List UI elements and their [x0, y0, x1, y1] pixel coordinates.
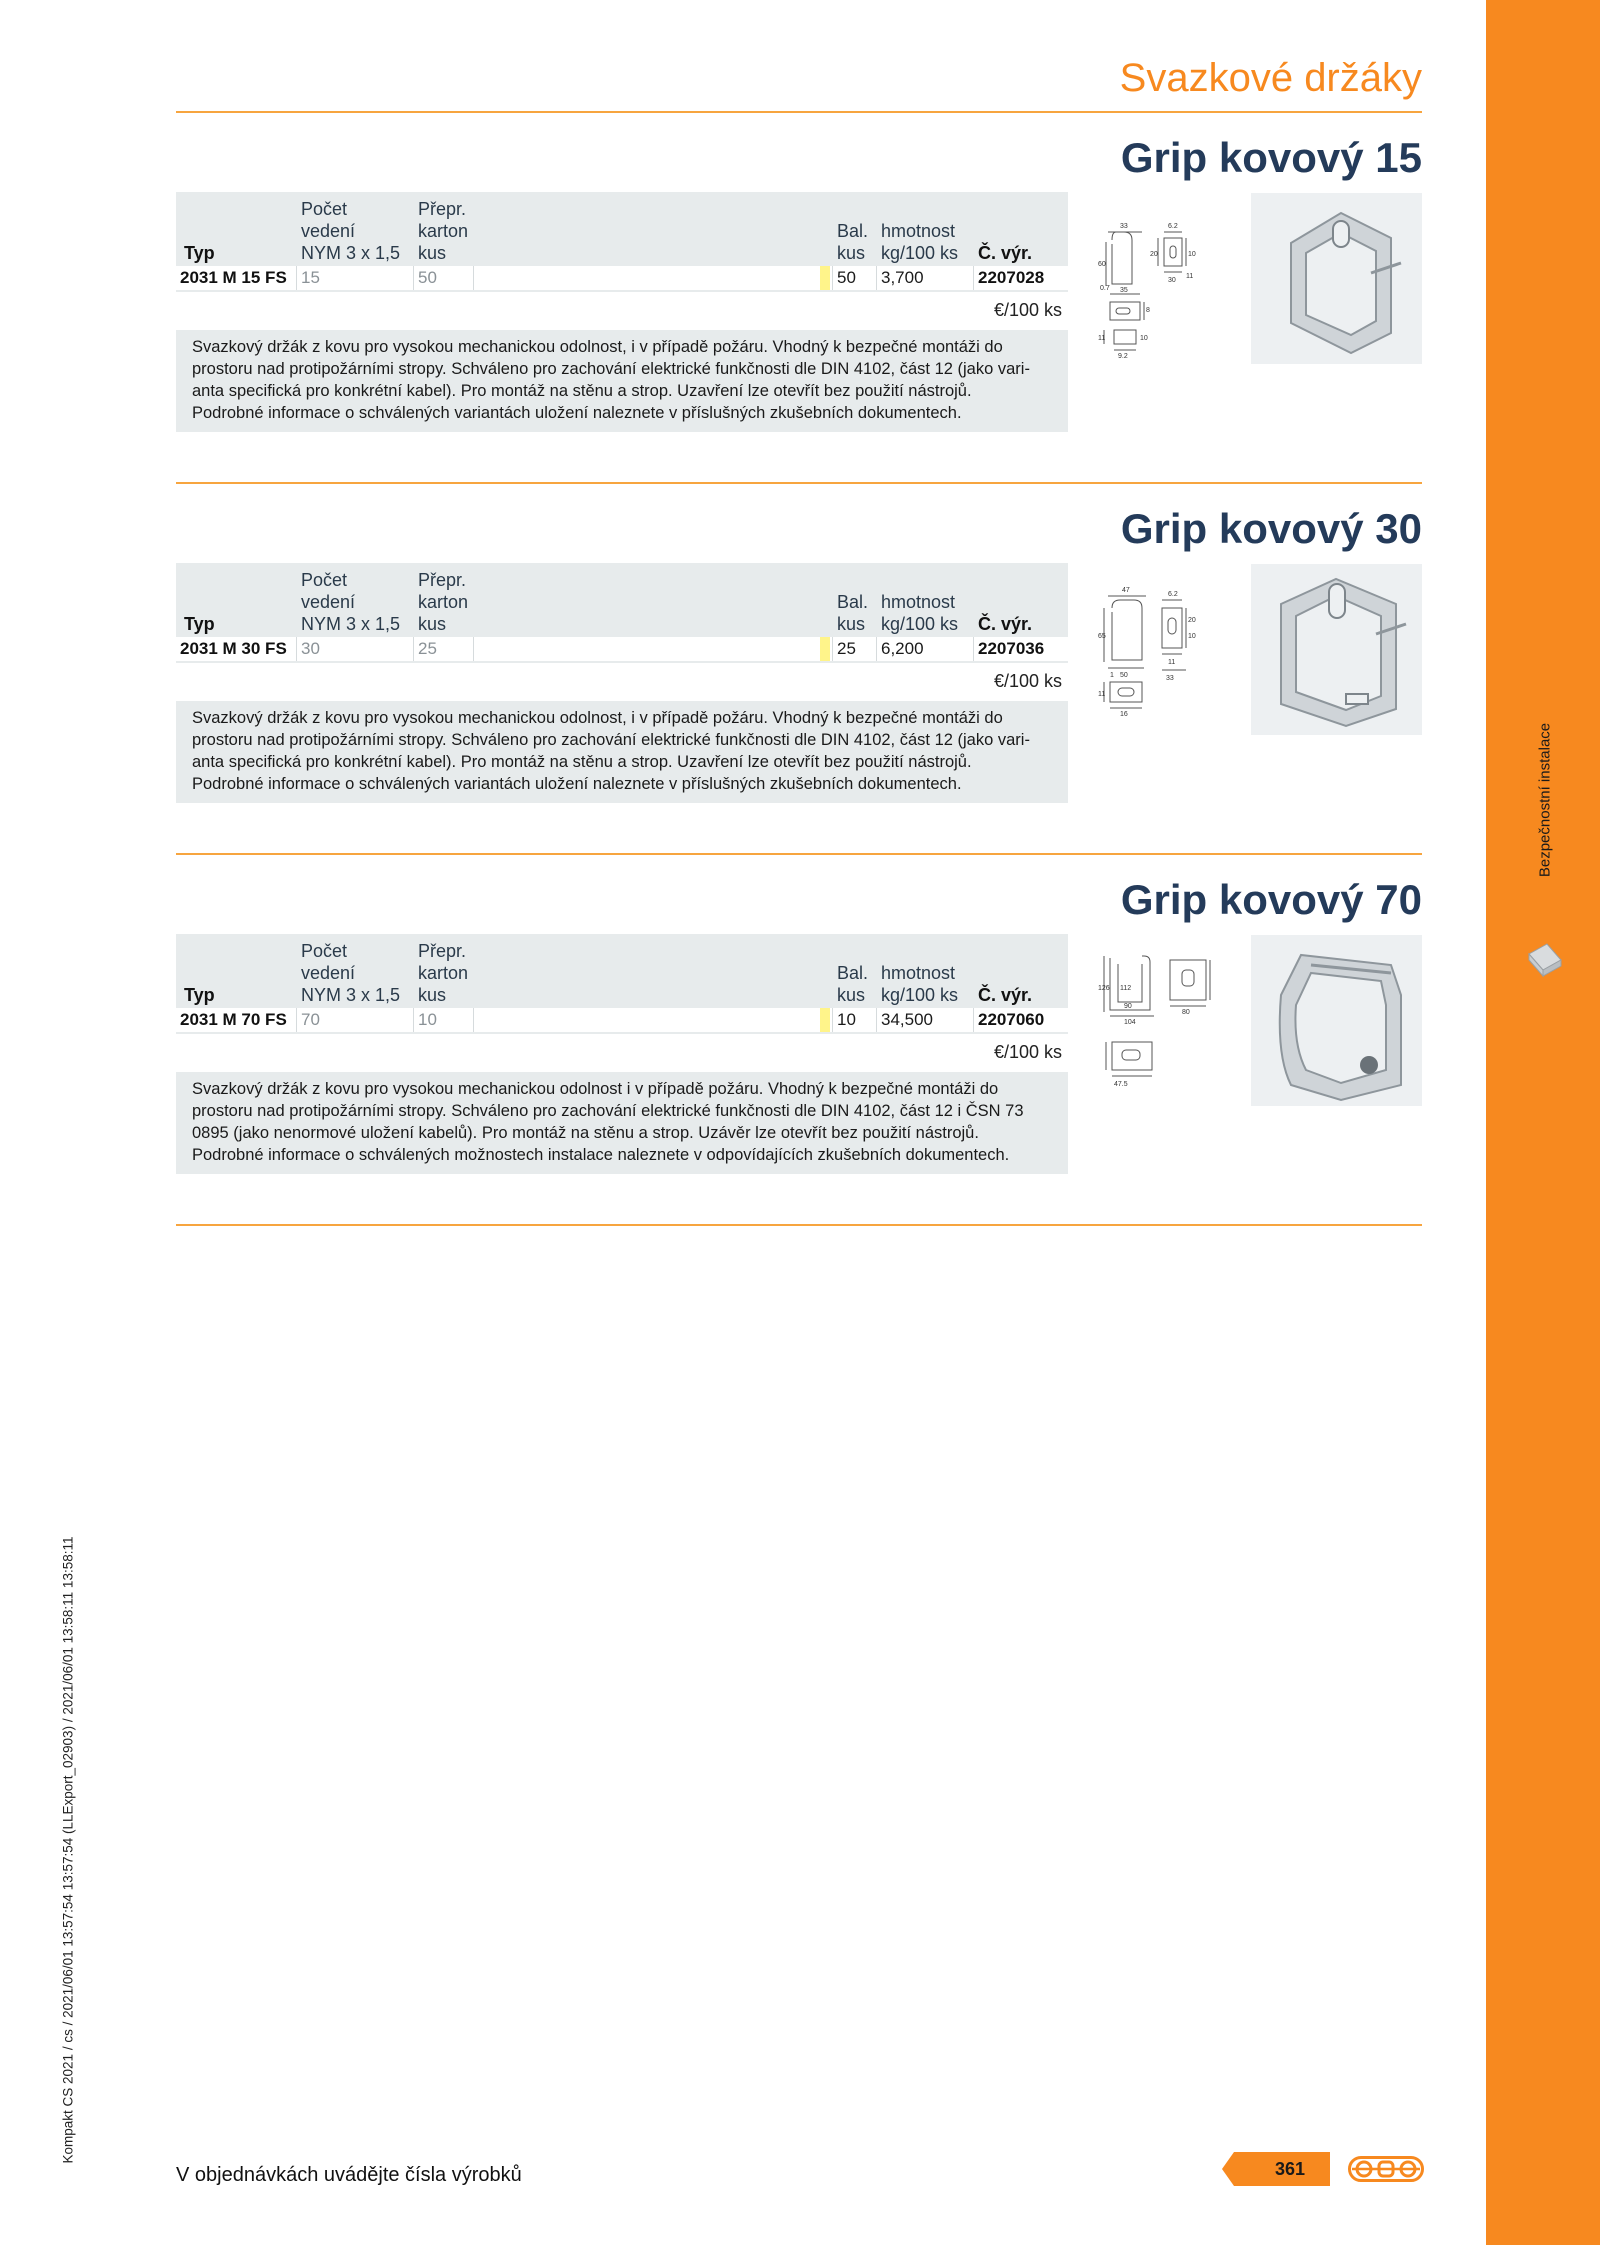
product-photo	[1251, 935, 1422, 1106]
cell-typ: 2031 M 70 FS	[180, 1010, 287, 1029]
cell-bal: 10	[832, 1008, 876, 1032]
cell-cislo: 2207028	[973, 266, 1068, 290]
dimension-label: 65	[1098, 633, 1106, 640]
description-line: 0895 (jako nenormové uložení kabelů). Pro montáž na stěnu a strop. Uzávěr lze otevřít bez použití nástrojů.	[192, 1124, 979, 1142]
dimension-label: 11	[1098, 691, 1106, 698]
section-divider	[176, 482, 1422, 484]
dimension-label: 33	[1166, 675, 1174, 682]
page-title: Svazkové držáky	[1119, 56, 1422, 100]
dimension-label: 8	[1146, 307, 1150, 314]
footer-note: V objednávkách uvádějte čísla výrobků	[176, 2164, 522, 2186]
section-title: Grip kovový 15	[1120, 134, 1422, 181]
cell-empty	[473, 266, 820, 290]
product-table	[176, 934, 1068, 1034]
dimension-label: 1	[1110, 672, 1114, 679]
obo-logo	[1348, 2156, 1424, 2182]
header-typ: Typ	[184, 614, 215, 634]
header-bal-1: Bal.	[837, 221, 869, 241]
section-divider	[176, 853, 1422, 855]
description-line: Podrobné informace o schválených variantách uložení naleznete v příslušných zkušebních dokumentech.	[192, 404, 962, 422]
catalog-metadata: Kompakt CS 2021 / cs / 2021/06/01 13:57:54 13:57:54 (LLExport_02903) / 2021/06/01 13:58:11 13:58:11	[60, 1536, 76, 2164]
header-prepr-3: kus	[418, 985, 447, 1005]
cell-karton: 10	[413, 1008, 473, 1032]
table-row	[176, 637, 1068, 661]
dimension-label: 30	[1168, 277, 1176, 284]
description-line: Svazkový držák z kovu pro vysokou mechanickou odolnost i v případě požáru. Vhodný k bezpečné montáži do	[192, 1080, 999, 1098]
header-pocet-2: vedení	[301, 221, 356, 241]
dimension-label: 33	[1120, 223, 1128, 230]
technical-drawing	[1098, 950, 1220, 1098]
dimension-label: 90	[1124, 1003, 1132, 1010]
dimension-label: 6.2	[1168, 223, 1178, 230]
description-line: prostoru nad protipožárními stropy. Schváleno pro zachování elektrické funkčnosti dle DIN 4102, část 12 (jako vari-	[192, 360, 1030, 378]
dimension-label: 11	[1168, 659, 1176, 666]
price-unit: €/100 ks	[993, 300, 1062, 320]
header-prepr-2: karton	[418, 963, 469, 983]
header-typ: Typ	[184, 243, 215, 263]
description-line: prostoru nad protipožárními stropy. Schváleno pro zachování elektrické funkčnosti dle DIN 4102, část 12 (jako vari-	[192, 731, 1030, 749]
header-prepr-3: kus	[418, 614, 447, 634]
dimension-label: 10	[1188, 633, 1196, 640]
section-title: Grip kovový 70	[1120, 876, 1422, 923]
dimension-label: 80	[1182, 1009, 1190, 1016]
cable-tray-icon	[1525, 940, 1565, 980]
header-bal-2: kus	[837, 985, 866, 1005]
header-pocet-3: NYM 3 x 1,5	[301, 985, 401, 1005]
header-prepr-2: karton	[418, 221, 469, 241]
cell-karton: 25	[413, 637, 473, 661]
highlight-marker	[820, 637, 830, 661]
cell-hmotnost: 6,200	[876, 637, 973, 661]
dimension-label: 104	[1124, 1019, 1136, 1026]
header-hmotnost-1: hmotnost	[881, 221, 956, 241]
header-hmotnost-2: kg/100 ks	[881, 243, 959, 263]
header-hmotnost-2: kg/100 ks	[881, 985, 959, 1005]
description-line: Podrobné informace o schválených variantách uložení naleznete v příslušných zkušebních dokumentech.	[192, 775, 962, 793]
header-hmotnost-1: hmotnost	[881, 592, 956, 612]
header-bal-1: Bal.	[837, 592, 869, 612]
top-rule	[176, 111, 1422, 113]
dimension-label: 35	[1120, 287, 1128, 294]
header-prepr-1: Přepr.	[418, 570, 467, 590]
product-description	[176, 701, 1068, 803]
header-bal-1: Bal.	[837, 963, 869, 983]
product-photo	[1251, 193, 1422, 364]
dimension-label: 11	[1186, 273, 1194, 280]
product-table	[176, 192, 1068, 292]
cell-hmotnost: 34,500	[876, 1008, 973, 1032]
header-cislo: Č. výr.	[978, 614, 1033, 634]
technical-drawing	[1098, 582, 1220, 722]
product-description	[176, 1072, 1068, 1174]
header-prepr-3: kus	[418, 243, 447, 263]
highlight-marker	[820, 1008, 830, 1032]
cell-empty	[473, 637, 820, 661]
product-description	[176, 330, 1068, 432]
header-typ: Typ	[184, 985, 215, 1005]
description-line: prostoru nad protipožárními stropy. Schváleno pro zachování elektrické funkčnosti dle DIN 4102, část 12 i ČSN 73	[192, 1102, 1024, 1120]
page-number: 361	[1274, 2159, 1306, 2179]
price-unit: €/100 ks	[993, 1042, 1062, 1062]
section-divider	[176, 1224, 1422, 1226]
description-line: Svazkový držák z kovu pro vysokou mechanickou odolnost, i v případě požáru. Vhodný k bezpečné montáži do	[192, 709, 1003, 727]
header-cislo: Č. výr.	[978, 243, 1033, 263]
header-pocet-1: Počet	[301, 570, 348, 590]
product-photo	[1251, 564, 1422, 735]
cell-hmotnost: 3,700	[876, 266, 973, 290]
cell-bal: 50	[832, 266, 876, 290]
header-pocet-1: Počet	[301, 941, 348, 961]
description-line: Svazkový držák z kovu pro vysokou mechanickou odolnost, i v případě požáru. Vhodný k bezpečné montáži do	[192, 338, 1003, 356]
dimension-label: 126	[1098, 985, 1110, 992]
cell-empty	[473, 1008, 820, 1032]
cell-cislo: 2207036	[973, 637, 1068, 661]
dimension-label: 112	[1120, 985, 1132, 992]
dimension-label: 10	[1188, 251, 1196, 258]
dimension-label: 60	[1098, 261, 1106, 268]
header-pocet-1: Počet	[301, 199, 348, 219]
description-line: anta specifická pro konkrétní kabel). Pro montáž na stěnu a strop. Uzavření lze otevřít bez použití nástrojů.	[192, 753, 972, 771]
highlight-marker	[820, 266, 830, 290]
dimension-label: 11	[1098, 335, 1106, 342]
header-pocet-3: NYM 3 x 1,5	[301, 614, 401, 634]
cell-pocet: 15	[296, 266, 413, 290]
header-pocet-3: NYM 3 x 1,5	[301, 243, 401, 263]
table-row	[176, 1008, 1068, 1032]
cell-karton: 50	[413, 266, 473, 290]
description-line: anta specifická pro konkrétní kabel). Pro montáž na stěnu a strop. Uzavření lze otevřít bez použití nástrojů.	[192, 382, 972, 400]
header-bal-2: kus	[837, 614, 866, 634]
dimension-label: 9.2	[1118, 353, 1128, 360]
side-bar	[1486, 0, 1600, 2245]
cell-typ: 2031 M 30 FS	[180, 639, 287, 658]
section-title: Grip kovový 30	[1120, 505, 1422, 552]
header-prepr-1: Přepr.	[418, 941, 467, 961]
dimension-label: 47	[1122, 587, 1130, 594]
cell-cislo: 2207060	[973, 1008, 1068, 1032]
header-bal-2: kus	[837, 243, 866, 263]
cell-typ: 2031 M 15 FS	[180, 268, 287, 287]
side-tab-label: Bezpečnostní instalace	[1536, 722, 1554, 878]
table-row	[176, 266, 1068, 290]
dimension-label: 20	[1150, 251, 1158, 258]
header-prepr-2: karton	[418, 592, 469, 612]
product-table	[176, 563, 1068, 663]
cell-pocet: 70	[296, 1008, 413, 1032]
technical-drawing	[1098, 212, 1220, 362]
description-line: Podrobné informace o schválených možnostech instalace naleznete v odpovídajících zkušebních dokumentech.	[192, 1146, 1010, 1164]
cell-bal: 25	[832, 637, 876, 661]
header-cislo: Č. výr.	[978, 985, 1033, 1005]
price-unit: €/100 ks	[993, 671, 1062, 691]
header-hmotnost-2: kg/100 ks	[881, 614, 959, 634]
header-prepr-1: Přepr.	[418, 199, 467, 219]
dimension-label: 20	[1188, 617, 1196, 624]
header-hmotnost-1: hmotnost	[881, 963, 956, 983]
header-pocet-2: vedení	[301, 592, 356, 612]
dimension-label: 10	[1140, 335, 1148, 342]
dimension-label: 47.5	[1114, 1081, 1128, 1088]
header-pocet-2: vedení	[301, 963, 356, 983]
dimension-label: 6.2	[1168, 591, 1178, 598]
cell-pocet: 30	[296, 637, 413, 661]
dimension-label: 50	[1120, 672, 1128, 679]
dimension-label: 0.7	[1100, 285, 1110, 292]
dimension-label: 16	[1120, 711, 1128, 718]
